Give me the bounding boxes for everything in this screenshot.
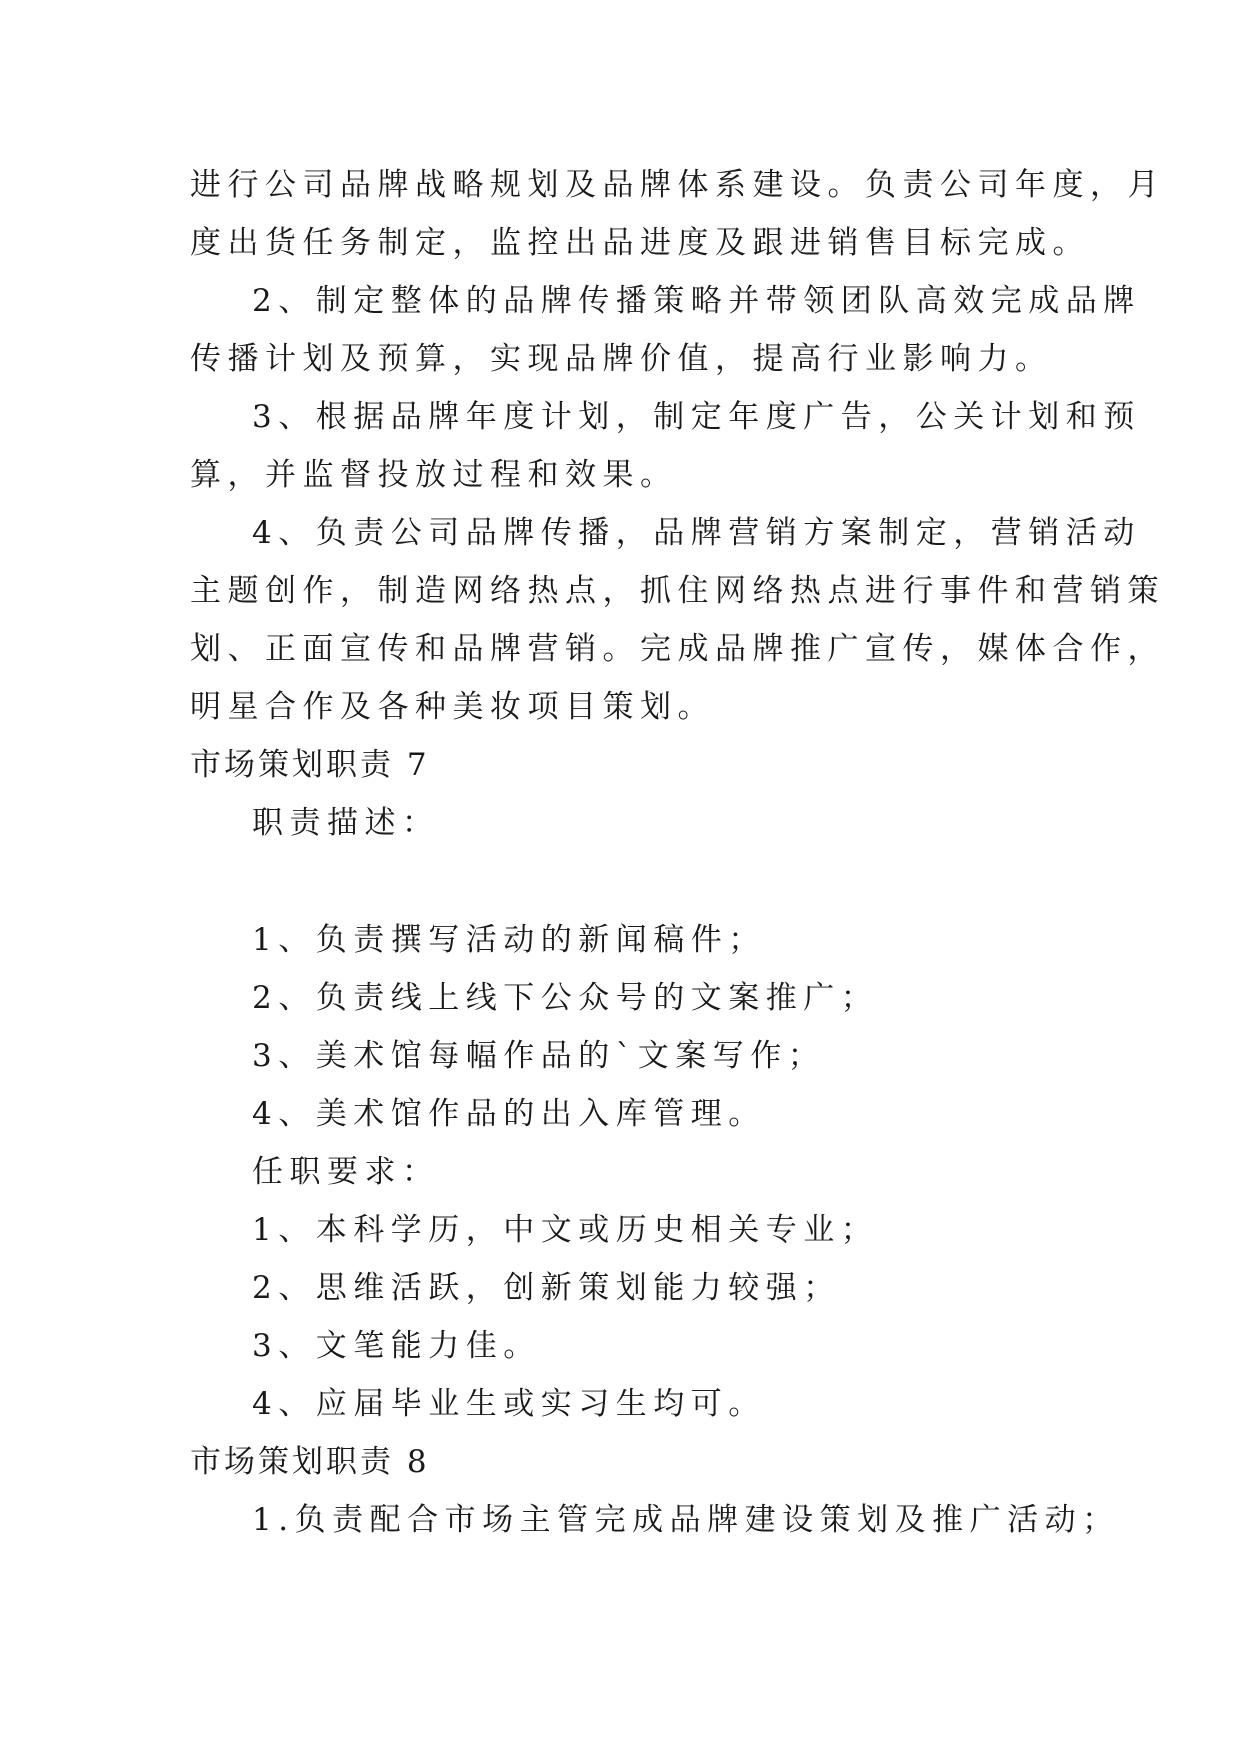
paragraph-line: 明星合作及各种美妆项目策划。 xyxy=(190,689,715,725)
list-item-line: 3、文笔能力佳。 xyxy=(252,1328,541,1364)
list-item-line: 1、负责撰写活动的新闻稿件； xyxy=(252,922,766,958)
paragraph-line: 进行公司品牌战略规划及品牌体系建设。负责公司年度，月 xyxy=(190,167,1165,203)
paragraph-line: 主题创作，制造网络热点，抓住网络热点进行事件和营销策 xyxy=(190,573,1165,609)
paragraph-line: 算，并监督投放过程和效果。 xyxy=(190,457,678,493)
subheading: 任职要求： xyxy=(252,1154,440,1190)
section-heading: 市场策划职责 8 xyxy=(190,1444,430,1480)
list-item-line: 4、负责公司品牌传播，品牌营销方案制定，营销活动 xyxy=(252,515,1141,551)
subheading: 职责描述： xyxy=(252,805,440,841)
list-item-line: 3、根据品牌年度计划，制定年度广告，公关计划和预 xyxy=(252,399,1141,435)
list-item-line: 4、应届毕业生或实习生均可。 xyxy=(252,1386,766,1422)
list-item-line: 4、美术馆作品的出入库管理。 xyxy=(252,1096,766,1132)
list-item-line: 3、美术馆每幅作品的`文案写作； xyxy=(252,1038,826,1074)
list-item-line: 1、本科学历，中文或历史相关专业； xyxy=(252,1212,879,1248)
paragraph-line: 度出货任务制定，监控出品进度及跟进销售目标完成。 xyxy=(190,225,1090,261)
paragraph-line: 划、正面宣传和品牌营销。完成品牌推广宣传，媒体合作， xyxy=(190,631,1165,667)
paragraph-line: 传播计划及预算，实现品牌价值，提高行业影响力。 xyxy=(190,341,1053,377)
list-item-line: 2、负责线上线下公众号的文案推广； xyxy=(252,980,879,1016)
list-item-line: 2、思维活跃，创新策划能力较强； xyxy=(252,1270,841,1306)
section-heading: 市场策划职责 7 xyxy=(190,747,430,783)
list-item-line: 1.负责配合市场主管完成品牌建设策划及推广活动； xyxy=(252,1502,1120,1538)
list-item-line: 2、制定整体的品牌传播策略并带领团队高效完成品牌 xyxy=(252,283,1141,319)
